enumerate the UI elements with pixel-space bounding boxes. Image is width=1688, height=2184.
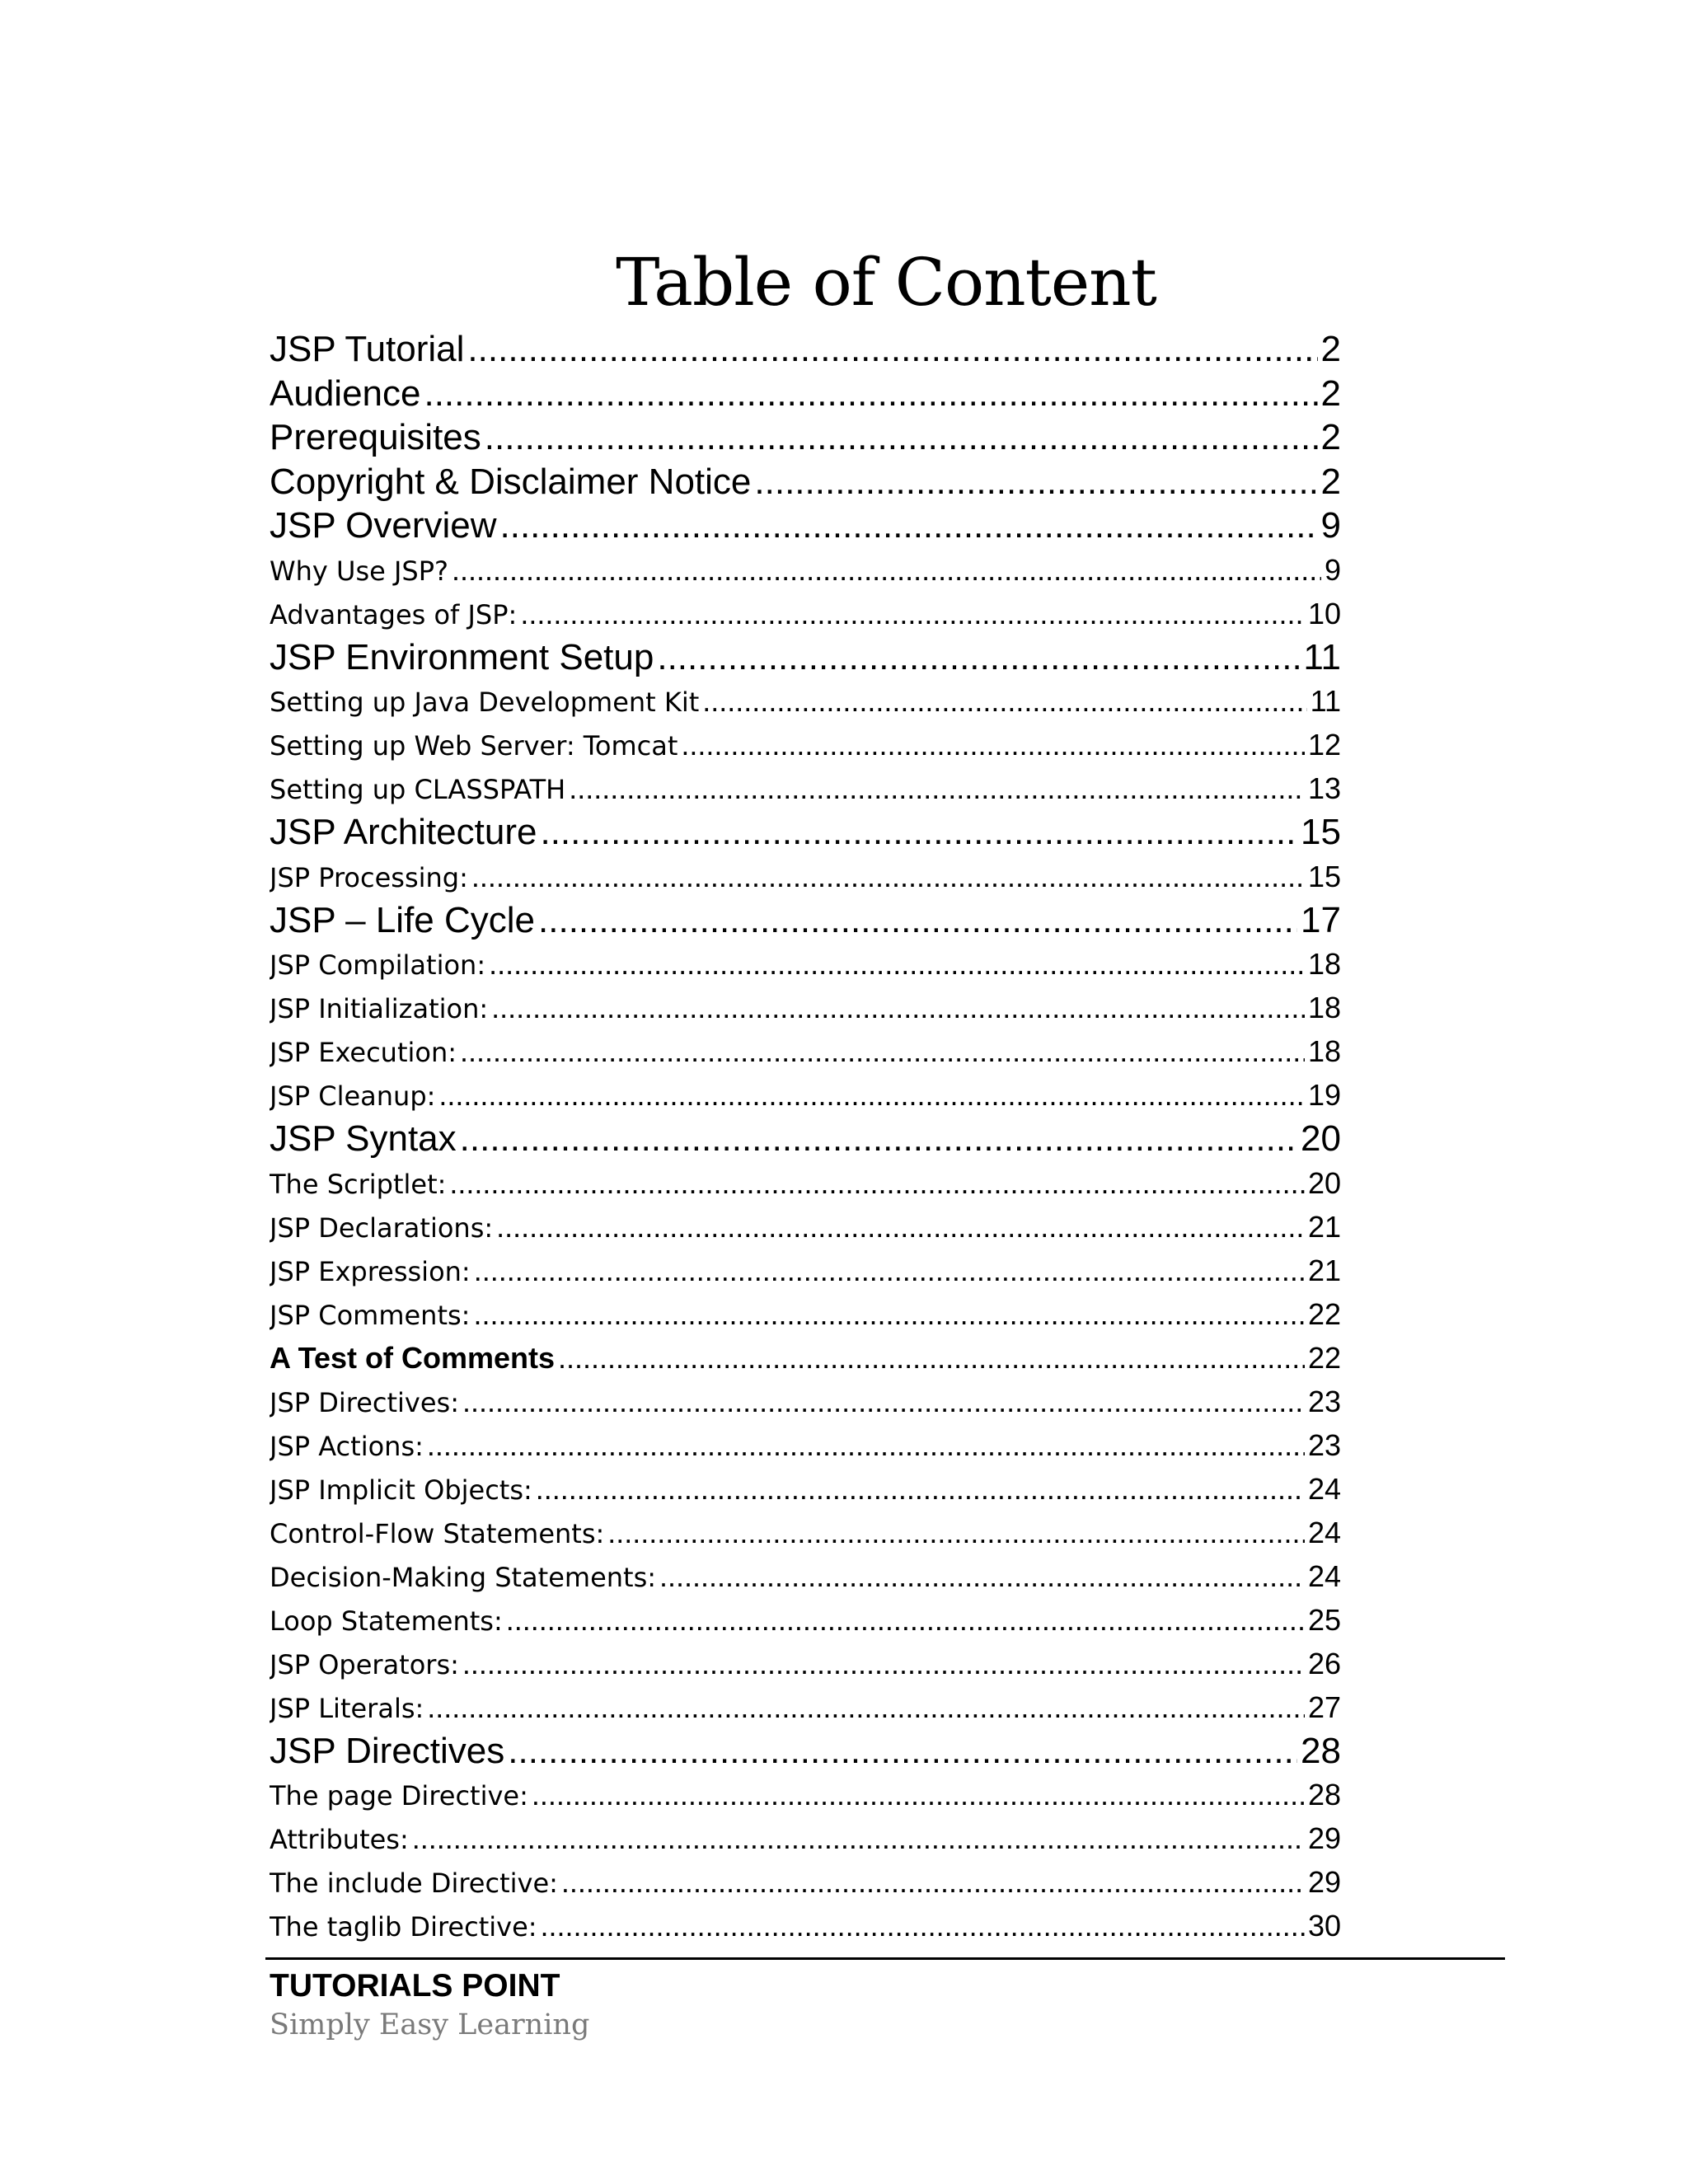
toc-entry-page-number: 28 (1307, 1778, 1341, 1811)
toc-entry-label: The Scriptlet: (270, 1168, 447, 1200)
toc-entry-page-number: 18 (1307, 991, 1341, 1024)
toc-entry-label: JSP Implicit Objects: (270, 1474, 532, 1506)
toc-entry-label: JSP Directives: (270, 1386, 459, 1418)
toc-entry-label: Setting up Web Server: Tomcat (270, 730, 678, 762)
toc-entry[interactable] (270, 1249, 1341, 1292)
toc-entry-label: JSP Processing: (270, 861, 468, 893)
toc-entry-page-number: 20 (1301, 1118, 1341, 1159)
toc-entry-label: Copyright & Disclaimer Notice (270, 461, 752, 502)
toc-entry-page-number: 24 (1307, 1558, 1341, 1593)
toc-entry[interactable] (270, 1380, 1341, 1423)
toc-entry-page-number: 27 (1307, 1690, 1341, 1724)
toc-dot-leader (569, 766, 1305, 810)
toc-dot-leader (460, 1117, 1297, 1161)
toc-dot-leader (438, 1073, 1305, 1117)
toc-entry-label: The taglib Directive: (270, 1911, 537, 1943)
toc-entry-label: Loop Statements: (270, 1605, 503, 1637)
toc-entry-page-number: 24 (1307, 1515, 1341, 1549)
toc-entry-label: Setting up CLASSPATH (270, 774, 566, 805)
toc-entry-page-number: 2 (1320, 329, 1341, 369)
toc-dot-leader (462, 1642, 1305, 1685)
toc-dot-leader (540, 810, 1297, 855)
toc-entry-label: Audience (270, 373, 421, 414)
toc-entry[interactable] (270, 460, 1341, 504)
toc-dot-leader (506, 1598, 1305, 1642)
toc-entry-label: The page Directive: (270, 1780, 528, 1811)
toc-dot-leader (491, 986, 1305, 1029)
toc-entry[interactable] (270, 415, 1341, 460)
toc-entry-label: JSP Actions: (270, 1430, 424, 1462)
toc-entry[interactable] (270, 942, 1341, 986)
toc-entry-label: Prerequisites (270, 417, 481, 457)
toc-dot-leader (467, 327, 1317, 372)
toc-dot-leader (427, 1685, 1305, 1729)
toc-entry-label: JSP Directives (270, 1730, 505, 1771)
toc-entry-page-number: 23 (1307, 1384, 1341, 1418)
toc-entry-page-number: 11 (1310, 684, 1341, 718)
toc-entry[interactable] (270, 810, 1341, 855)
toc-entry-label: JSP Execution: (270, 1037, 457, 1068)
toc-dot-leader (561, 1860, 1305, 1904)
toc-dot-leader (659, 1554, 1305, 1598)
toc-entry-page-number: 24 (1307, 1471, 1341, 1506)
toc-entry-page-number: 18 (1307, 1034, 1341, 1068)
toc-entry-label: The include Directive: (270, 1868, 558, 1899)
toc-entry[interactable] (270, 1860, 1341, 1904)
toc-dot-leader (754, 460, 1317, 504)
toc-entry-page-number: 13 (1307, 771, 1341, 805)
toc-dot-leader (473, 1292, 1305, 1336)
toc-entry-label: JSP Tutorial (270, 329, 465, 369)
toc-entry-page-number: 26 (1307, 1646, 1341, 1680)
toc-entry-label: JSP Architecture (270, 812, 537, 852)
toc-dot-leader (558, 1336, 1305, 1380)
toc-entry-page-number: 9 (1324, 552, 1341, 587)
toc-entry-page-number: 2 (1320, 417, 1341, 457)
toc-entry[interactable] (270, 504, 1341, 548)
toc-dot-leader (460, 1029, 1305, 1073)
toc-entry[interactable] (270, 679, 1341, 723)
toc-entry[interactable] (270, 1816, 1341, 1860)
toc-entry[interactable] (270, 548, 1341, 592)
toc-entry-page-number: 22 (1307, 1296, 1341, 1331)
table-of-contents (270, 327, 1341, 1947)
toc-dot-leader (607, 1511, 1305, 1554)
toc-entry-page-number: 20 (1307, 1165, 1341, 1200)
toc-entry-page-number: 28 (1301, 1730, 1341, 1771)
toc-entry[interactable] (270, 766, 1341, 810)
toc-entry[interactable] (270, 1161, 1341, 1205)
toc-entry[interactable] (270, 723, 1341, 766)
toc-dot-leader (541, 1904, 1305, 1947)
toc-entry[interactable] (270, 372, 1341, 416)
toc-dot-leader (500, 504, 1318, 548)
toc-entry[interactable] (270, 1205, 1341, 1249)
toc-entry-label: Control-Flow Statements: (270, 1517, 605, 1549)
toc-entry-label: Attributes: (270, 1824, 409, 1855)
toc-entry[interactable] (270, 1642, 1341, 1685)
toc-entry-label: A Test of Comments (270, 1340, 556, 1375)
toc-entry[interactable] (270, 1336, 1341, 1380)
toc-dot-leader (471, 855, 1305, 898)
toc-entry-label: JSP Declarations: (270, 1212, 494, 1244)
footer-tagline: Simply Easy Learning (270, 2008, 590, 2041)
toc-entry-label: JSP Expression: (270, 1255, 471, 1287)
toc-entry-page-number: 21 (1307, 1253, 1341, 1287)
toc-dot-leader (657, 635, 1300, 680)
toc-entry-page-number: 25 (1307, 1602, 1341, 1637)
toc-entry[interactable] (270, 1423, 1341, 1467)
toc-entry-page-number: 12 (1307, 728, 1341, 762)
toc-entry-page-number: 9 (1320, 505, 1341, 546)
toc-dot-leader (412, 1816, 1305, 1860)
toc-entry[interactable] (270, 1904, 1341, 1947)
toc-entry[interactable] (270, 635, 1341, 680)
toc-entry-page-number: 17 (1301, 899, 1341, 940)
toc-entry[interactable] (270, 855, 1341, 898)
toc-entry-label: JSP Syntax (270, 1118, 457, 1159)
toc-dot-leader (702, 679, 1306, 723)
toc-dot-leader (496, 1205, 1305, 1249)
toc-entry-page-number: 29 (1307, 1821, 1341, 1855)
footer-brand: TUTORIALS POINT (270, 1968, 560, 2004)
toc-entry[interactable] (270, 327, 1341, 372)
toc-dot-leader (427, 1423, 1305, 1467)
toc-entry-label: JSP Operators: (270, 1648, 459, 1680)
toc-entry-page-number: 18 (1307, 947, 1341, 981)
toc-entry-page-number: 21 (1307, 1209, 1341, 1244)
toc-dot-leader (485, 415, 1318, 460)
toc-entry[interactable] (270, 1685, 1341, 1729)
toc-entry-label: JSP Compilation: (270, 949, 486, 981)
toc-entry[interactable] (270, 986, 1341, 1029)
page-title: Table of Content (616, 244, 1156, 321)
toc-entry-page-number: 2 (1320, 373, 1341, 414)
toc-entry-page-number: 30 (1307, 1909, 1341, 1943)
toc-entry-label: Decision-Making Statements: (270, 1561, 657, 1593)
toc-entry-page-number: 15 (1301, 812, 1341, 852)
toc-entry-label: JSP Initialization: (270, 993, 489, 1024)
toc-entry-page-number: 2 (1320, 461, 1341, 502)
toc-entry-label: Advantages of JSP: (270, 598, 518, 630)
toc-entry-page-number: 11 (1303, 636, 1341, 677)
toc-entry-page-number: 19 (1307, 1078, 1341, 1112)
toc-entry-page-number: 23 (1307, 1427, 1341, 1462)
toc-entry-page-number: 15 (1307, 859, 1341, 893)
toc-entry-page-number: 22 (1307, 1340, 1341, 1375)
toc-dot-leader (532, 1773, 1305, 1816)
toc-entry[interactable] (270, 1729, 1341, 1774)
toc-entry[interactable] (270, 1511, 1341, 1554)
toc-entry[interactable] (270, 1292, 1341, 1336)
toc-entry[interactable] (270, 1467, 1341, 1511)
toc-entry[interactable] (270, 1117, 1341, 1161)
toc-entry-label: JSP Comments: (270, 1299, 471, 1331)
toc-entry-page-number: 29 (1307, 1865, 1341, 1899)
toc-entry-page-number: 10 (1307, 596, 1341, 630)
toc-entry-label: JSP – Life Cycle (270, 899, 536, 940)
toc-entry-label: JSP Literals: (270, 1692, 424, 1724)
toc-dot-leader (489, 942, 1305, 986)
toc-dot-leader (424, 372, 1317, 416)
toc-dot-leader (520, 592, 1305, 635)
toc-entry[interactable] (270, 1598, 1341, 1642)
toc-dot-leader (508, 1729, 1297, 1774)
toc-dot-leader (538, 898, 1297, 943)
toc-dot-leader (536, 1467, 1305, 1511)
toc-entry[interactable] (270, 1773, 1341, 1816)
toc-entry[interactable] (270, 1029, 1341, 1073)
toc-entry[interactable] (270, 1073, 1341, 1117)
toc-dot-leader (449, 1161, 1305, 1205)
toc-entry-label: Why Use JSP? (270, 555, 449, 587)
toc-dot-leader (474, 1249, 1305, 1292)
toc-dot-leader (681, 723, 1305, 766)
toc-entry[interactable] (270, 1554, 1341, 1598)
toc-entry[interactable] (270, 592, 1341, 635)
toc-dot-leader (462, 1380, 1305, 1423)
toc-entry-label: JSP Environment Setup (270, 636, 654, 677)
toc-entry-label: JSP Cleanup: (270, 1080, 436, 1112)
footer-divider (265, 1957, 1505, 1960)
toc-entry[interactable] (270, 898, 1341, 943)
toc-dot-leader (452, 548, 1321, 592)
toc-entry-label: JSP Overview (270, 505, 497, 546)
toc-entry-label: Setting up Java Development Kit (270, 687, 700, 718)
